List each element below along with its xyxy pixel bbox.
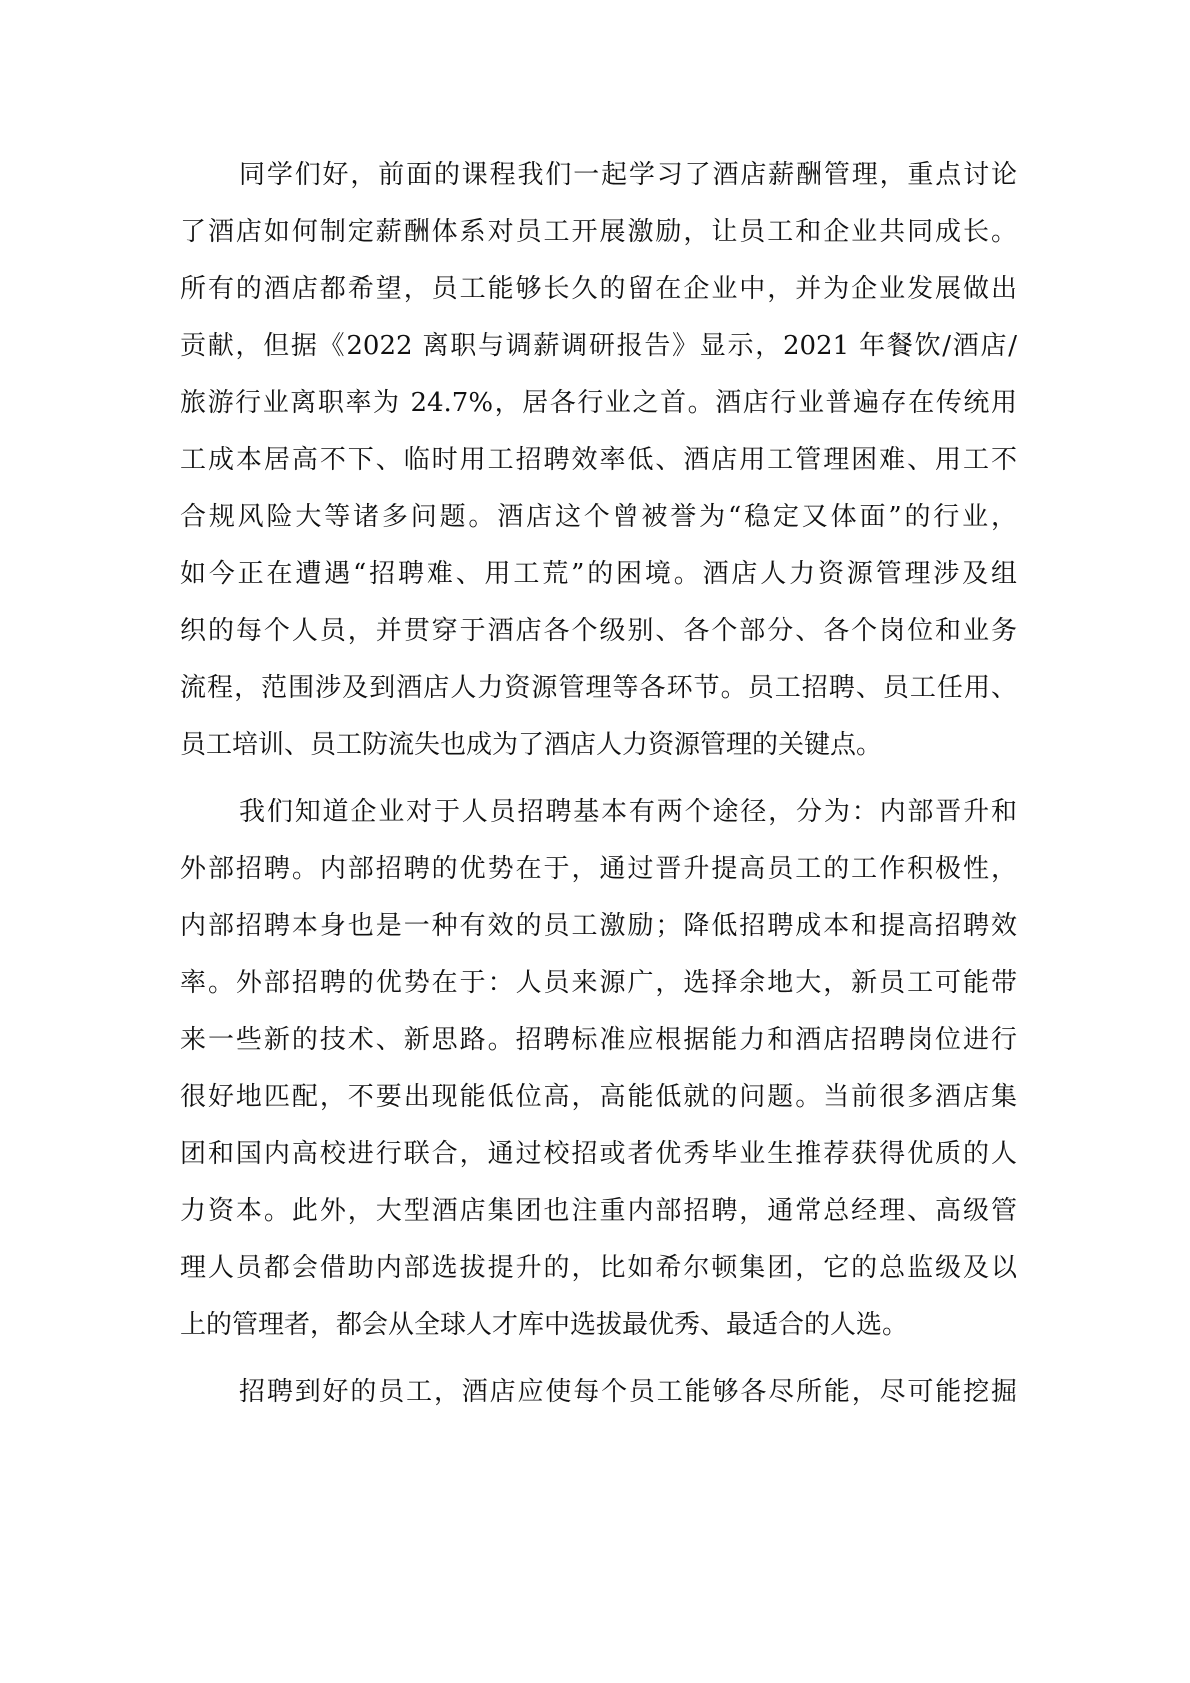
text-line: 理人员都会借助内部选拔提升的，比如希尔顿集团，它的总监级及以: [180, 1253, 1017, 1283]
text-line: 外部招聘。内部招聘的优势在于，通过晋升提高员工的工作积极性，: [180, 854, 1017, 884]
text-line: 上的管理者，都会从全球人才库中选拔最优秀、最适合的人选。: [180, 1310, 909, 1340]
text-line: 力资本。此外，大型酒店集团也注重内部招聘，通常总经理、高级管: [180, 1196, 1017, 1226]
text-line: 贡献，但据《2022 离职与调薪调研报告》显示，2021 年餐饮/酒店/: [180, 331, 1017, 361]
text-line: 团和国内高校进行联合，通过校招或者优秀毕业生推荐获得优质的人: [180, 1139, 1017, 1169]
document-body: [180, 147, 1017, 1421]
text-line: 织的每个人员，并贯穿于酒店各个级别、各个部分、各个岗位和业务: [180, 616, 1017, 646]
text-line: 内部招聘本身也是一种有效的员工激励；降低招聘成本和提高招聘效: [180, 911, 1017, 941]
paragraph-2: [180, 784, 1017, 1354]
text-line: 同学们好，前面的课程我们一起学习了酒店薪酬管理，重点讨论: [239, 160, 1017, 190]
text-line: 了酒店如何制定薪酬体系对员工开展激励，让员工和企业共同成长。: [180, 217, 1017, 247]
text-line: 很好地匹配，不要出现能低位高，高能低就的问题。当前很多酒店集: [180, 1082, 1017, 1112]
paragraph-1: [180, 147, 1017, 774]
text-line: 我们知道企业对于人员招聘基本有两个途径，分为：内部晋升和: [239, 797, 1017, 827]
paragraph-spacer: [180, 1354, 1017, 1364]
text-line: 流程，范围涉及到酒店人力资源管理等各环节。员工招聘、员工任用、: [180, 673, 1017, 703]
text-line: 工成本居高不下、临时用工招聘效率低、酒店用工管理困难、用工不: [180, 445, 1017, 475]
paragraph-spacer: [180, 774, 1017, 784]
text-line: 员工培训、员工防流失也成为了酒店人力资源管理的关键点。: [180, 730, 883, 760]
paragraph-3: [180, 1364, 1017, 1421]
text-line: 来一些新的技术、新思路。招聘标准应根据能力和酒店招聘岗位进行: [180, 1025, 1017, 1055]
text-line: 旅游行业离职率为 24.7%，居各行业之首。酒店行业普遍存在传统用: [180, 388, 1017, 418]
text-line: 所有的酒店都希望，员工能够长久的留在企业中，并为企业发展做出: [180, 274, 1017, 304]
text-line: 如今正在遭遇“招聘难、用工荒”的困境。酒店人力资源管理涉及组: [180, 559, 1017, 589]
text-line: 招聘到好的员工，酒店应使每个员工能够各尽所能，尽可能挖掘: [239, 1377, 1017, 1407]
text-line: 率。外部招聘的优势在于：人员来源广，选择余地大，新员工可能带: [180, 968, 1017, 998]
text-line: 合规风险大等诸多问题。酒店这个曾被誉为“稳定又体面”的行业，: [180, 502, 1017, 532]
